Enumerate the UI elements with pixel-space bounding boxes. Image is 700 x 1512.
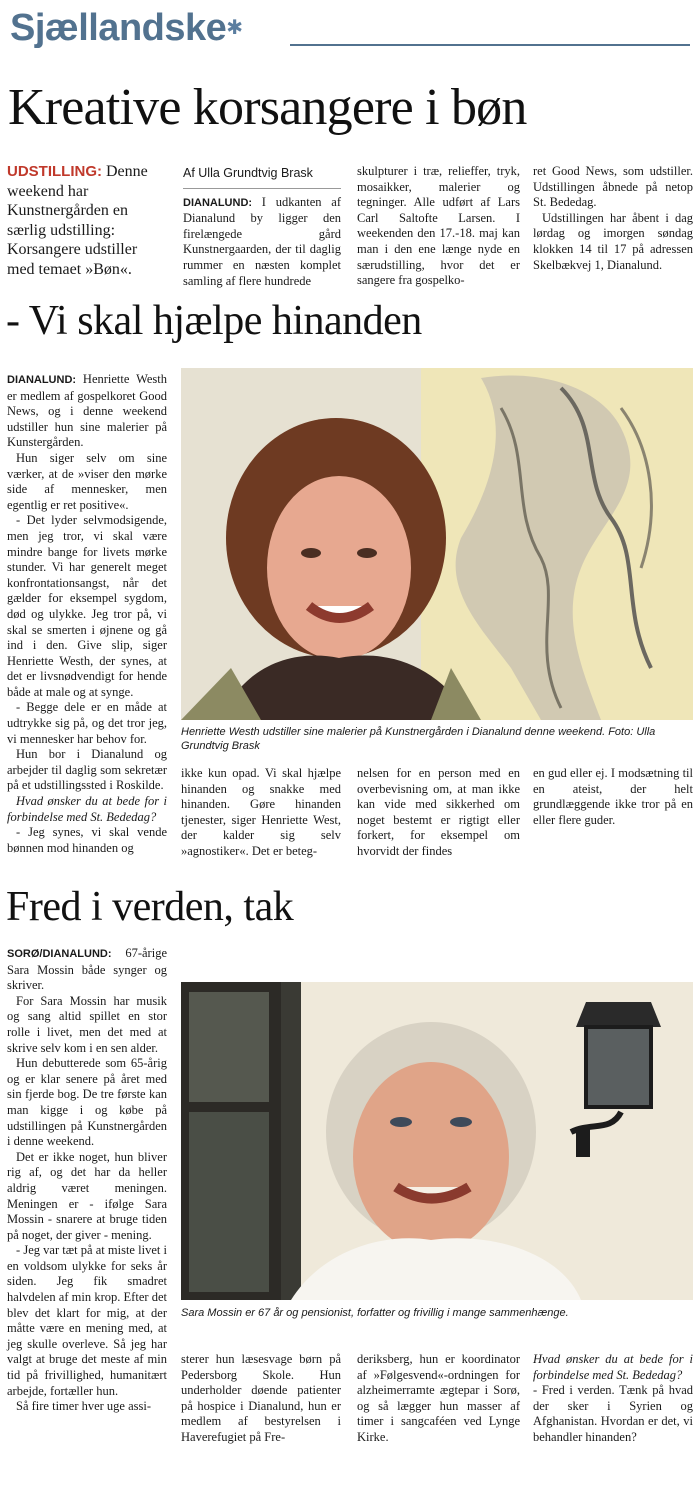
article1-col2 xyxy=(183,166,341,289)
article3-c4: - Fred i verden. Tænk på hvad der sker i Syrien og Afghanistan. Hvordan er det, vi behandler hinanden? xyxy=(533,1383,693,1444)
masthead-rule xyxy=(290,44,690,46)
article2-c3: nelsen for en person med en overbevisning om, at man ikke kan vide med sikkerhed om noget bestemt er rigtigt eller forkert, for eksempel om hvorvidt der findes xyxy=(357,766,520,858)
photo-sara-mossin-caption: Sara Mossin er 67 år og pensionist, forfatter og frivillig i mange sammenhænge. xyxy=(181,1307,569,1319)
masthead-star-icon: ✱ xyxy=(226,17,243,39)
article2-p3: - Det lyder selvmodsigende, men jeg tror, vi skal være mindre bange for livets mørke stunder. Vi har generelt meget konfrontationsangst, når det gælder for eksempel sygdom, død og ulykke. Jeg tror på, vi skal se smerten i øjnene og gå ind i den. Give slip, siger Henriette Westh, der synes, at det er livsnødvendigt for hende både at male og at synge. xyxy=(7,513,167,699)
article1-col4-p2: Udstillingen har åbent i dag lørdag og imorgen søndag klokken 14 til 17 på adressen Skelbækvej 1, Dianalund. xyxy=(533,210,693,272)
article2-p5: Hun bor i Dianalund og arbejder til daglig som sekretær på et udstillingssted i Roskilde. xyxy=(7,747,167,793)
article3-headline: Fred i verden, tak xyxy=(6,884,294,930)
article3-p2: For Sara Mossin har musik og sang altid spillet en stor rolle i livet, men det med at skrive selv kom i en sen alder. xyxy=(7,993,167,1055)
article1-lead-text: Denne weekend har Kunstnergården en særlig udstilling: Korsangere udstiller med temaet »Bøn«. xyxy=(7,163,148,278)
article1-col4 xyxy=(533,164,693,273)
article1-col3-text: skulpturer i træ, relieffer, tryk, mosaikker, malerier og tegninger. Alle udført af Lars Carl Saltofte Larsen. I weekenden den 17.-18. maj kan man i den ene længe nyde en særudstilling, hvor det er sangere fra gospelko- xyxy=(357,164,520,288)
byline-rule xyxy=(183,188,341,189)
article2-col3 xyxy=(357,766,520,860)
article3-p5: - Jeg var tæt på at miste livet i en voldsom ulykke for seks år siden. Jeg fik smadret halvdelen af min krop. Efter det blev det klart for mig, at der måtte være en mening med, at jeg skulle overleve. Så jeg har valgt at bruge det meste af min tid på frivillighed, humanitært arbejde, fortæller hun. xyxy=(7,1243,167,1398)
article3-c2: sterer hun læsesvage børn på Pedersborg Skole. Hun underholder døende patienter på hospice i Dianalund, hun er medlem af bestyrelsen i Haverefugiet på Fre- xyxy=(181,1352,341,1444)
article1-lead xyxy=(7,162,159,279)
photo-henriette-westh-image xyxy=(181,368,693,720)
article3-col4 xyxy=(533,1352,693,1446)
article3-p6: Så fire timer hver uge assi- xyxy=(16,1399,152,1414)
article2-question: Hvad ønsker du at bede for i forbindelse med St. Bededag? xyxy=(7,794,167,824)
article2-p1: Henriette Westh er medlem af gospelkoret Good News, og i denne weekend udstiller hun sine malerier på Kunstergården. xyxy=(7,372,167,450)
article2-headline: - Vi skal hjælpe hinanden xyxy=(6,298,422,344)
article1-col2-text: I udkanten af Dianalund by ligger den firelængede gård Kunstnergaarden, der til daglig rummer en næsten komplet samling af flere hundrede xyxy=(183,194,341,288)
photo-henriette-westh-caption: Henriette Westh udstiller sine malerier på Kunstnergården i Dianalund denne weekend. Foto: Ulla Grundtvig Brask xyxy=(181,726,656,752)
article3-c3: deriksberg, hun er koordinator af »Følgesvend«-ordningen for alzheimerramte ægtepar i Sorø, og så lægger hun masser af timer i sangcaféen ved Lynge Kirke. xyxy=(357,1352,520,1444)
article1-col3 xyxy=(357,164,520,289)
article2-p2: Hun siger selv om sine værker, at de »viser den mørke side af mennesker, men egentlig er ret positive«. xyxy=(7,450,167,512)
article2-p4: - Begge dele er en måde at udtrykke sig på, og det tror jeg, vi mennesker har behov for. xyxy=(7,700,167,746)
article3-col2 xyxy=(181,1352,341,1446)
article2-col2 xyxy=(181,766,341,860)
article3-p1: 67-årige Sara Mossin både synger og skriver. xyxy=(7,946,167,993)
article2-kicker: DIANALUND: xyxy=(7,374,77,386)
article3-p4: Det er ikke noget, hun bliver rig af, og det har da heller aldrig været meningen. Meningen er - ifølge Sara Mossin - snarere at bruge tiden på noget, der giver - mening. xyxy=(7,1149,167,1242)
article1-col2-kicker: DIANALUND: xyxy=(183,196,253,209)
photo-sara-mossin-image xyxy=(181,982,693,1300)
article2-col1 xyxy=(7,372,167,856)
article3-col1 xyxy=(7,946,167,1415)
photo-sara-mossin xyxy=(181,982,693,1300)
article2-c2: ikke kun opad. Vi skal hjælpe hinanden og snakke med hinanden. Gøre hinanden tjenester, siger Henriette West, der kalder sig selv »agnostiker«. Det er beteg- xyxy=(181,766,341,858)
article3-kicker: SORØ/DIANALUND: xyxy=(7,948,112,960)
article1-byline: Af Ulla Grundtvig Brask xyxy=(183,166,313,180)
article1-headline: Kreative korsangere i bøn xyxy=(8,79,527,136)
article2-p6: - Jeg synes, vi skal vende bønnen mod hinanden og xyxy=(7,825,167,855)
article2-c4: en gud eller ej. I modsætning til en ateist, der helt grundlæggende ikke tror på en eller flere guder. xyxy=(533,766,693,827)
masthead-logo xyxy=(10,8,243,48)
article1-col4-p1: ret Good News, som udstiller. Udstillingen åbnede på netop St. Bededag. xyxy=(533,164,693,210)
masthead-title: Sjællandske xyxy=(10,7,227,49)
photo-henriette-westh xyxy=(181,368,693,720)
article2-col4 xyxy=(533,766,693,828)
article3-p3: Hun debutterede som 65-årig og er klar senere på året med sin fjerde bog. De tre første kan man kigge i og købe på udstillingen på Kunstnergården i denne weekend. xyxy=(7,1056,167,1149)
article3-col3 xyxy=(357,1352,520,1446)
article1-lead-kicker: UDSTILLING: xyxy=(7,163,102,180)
article3-question: Hvad ønsker du at bede for i forbindelse med St. Bededag? xyxy=(533,1352,693,1382)
